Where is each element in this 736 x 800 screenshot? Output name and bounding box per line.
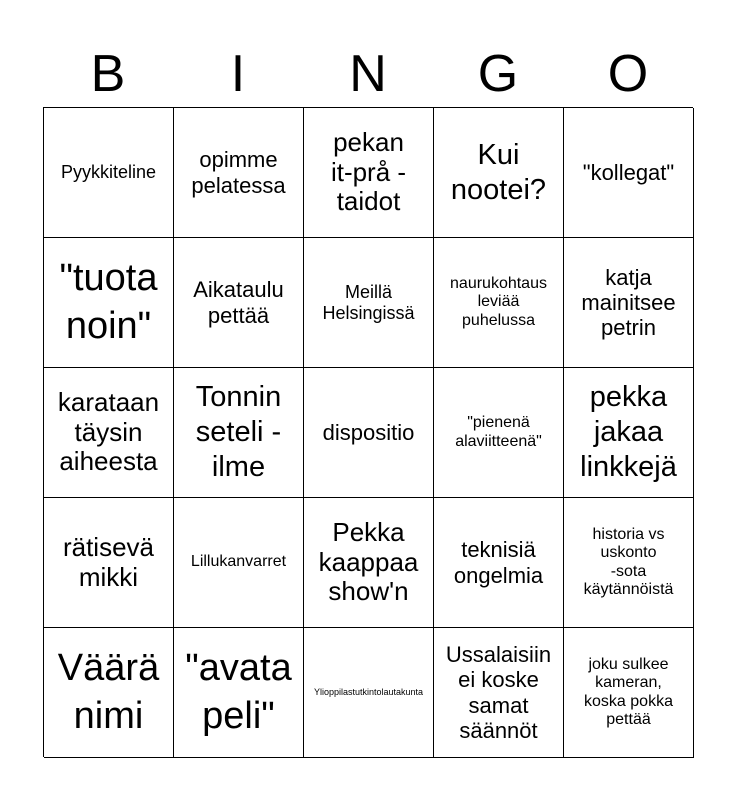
bingo-cell[interactable]: historia vs uskonto -sota käytännöistä: [564, 498, 694, 628]
bingo-cell[interactable]: rätisevä mikki: [44, 498, 174, 628]
bingo-cell[interactable]: "pienenä alaviitteenä": [434, 368, 564, 498]
bingo-cell[interactable]: Lillukanvarret: [174, 498, 304, 628]
bingo-cell[interactable]: teknisiä ongelmia: [434, 498, 564, 628]
bingo-board: [43, 107, 693, 757]
bingo-cell[interactable]: Kui nootei?: [434, 108, 564, 238]
header-letter-i: I: [230, 45, 246, 103]
bingo-cell[interactable]: Väärä nimi: [44, 628, 174, 758]
bingo-cell[interactable]: joku sulkee kameran, koska pokka pettää: [564, 628, 694, 758]
bingo-cell-center[interactable]: Ylioppilastutkintolautakunta: [304, 628, 434, 758]
bingo-cell[interactable]: "tuota noin": [44, 238, 174, 368]
bingo-cell[interactable]: pekan it-prå - taidot: [304, 108, 434, 238]
bingo-cell[interactable]: karataan täysin aiheesta: [44, 368, 174, 498]
header-letter-n: N: [349, 45, 387, 103]
bingo-cell[interactable]: dispositio: [304, 368, 434, 498]
header-letter-b: B: [90, 45, 126, 103]
header-letter-o: O: [607, 45, 649, 103]
bingo-cell[interactable]: "avata peli": [174, 628, 304, 758]
bingo-cell[interactable]: Pyykkiteline: [44, 108, 174, 238]
bingo-cell[interactable]: "kollegat": [564, 108, 694, 238]
bingo-cell[interactable]: Aikataulu pettää: [174, 238, 304, 368]
bingo-cell[interactable]: Tonnin seteli - ilme: [174, 368, 304, 498]
header-letter-g: G: [477, 45, 519, 103]
bingo-cell[interactable]: katja mainitsee petrin: [564, 238, 694, 368]
bingo-cell[interactable]: naurukohtaus leviää puhelussa: [434, 238, 564, 368]
bingo-cell[interactable]: pekka jakaa linkkejä: [564, 368, 694, 498]
bingo-cell[interactable]: Pekka kaappaa show'n: [304, 498, 434, 628]
bingo-cell[interactable]: Ussalaisiin ei koske samat säännöt: [434, 628, 564, 758]
bingo-cell[interactable]: opimme pelatessa: [174, 108, 304, 238]
bingo-header: [43, 40, 693, 108]
bingo-cell[interactable]: Meillä Helsingissä: [304, 238, 434, 368]
